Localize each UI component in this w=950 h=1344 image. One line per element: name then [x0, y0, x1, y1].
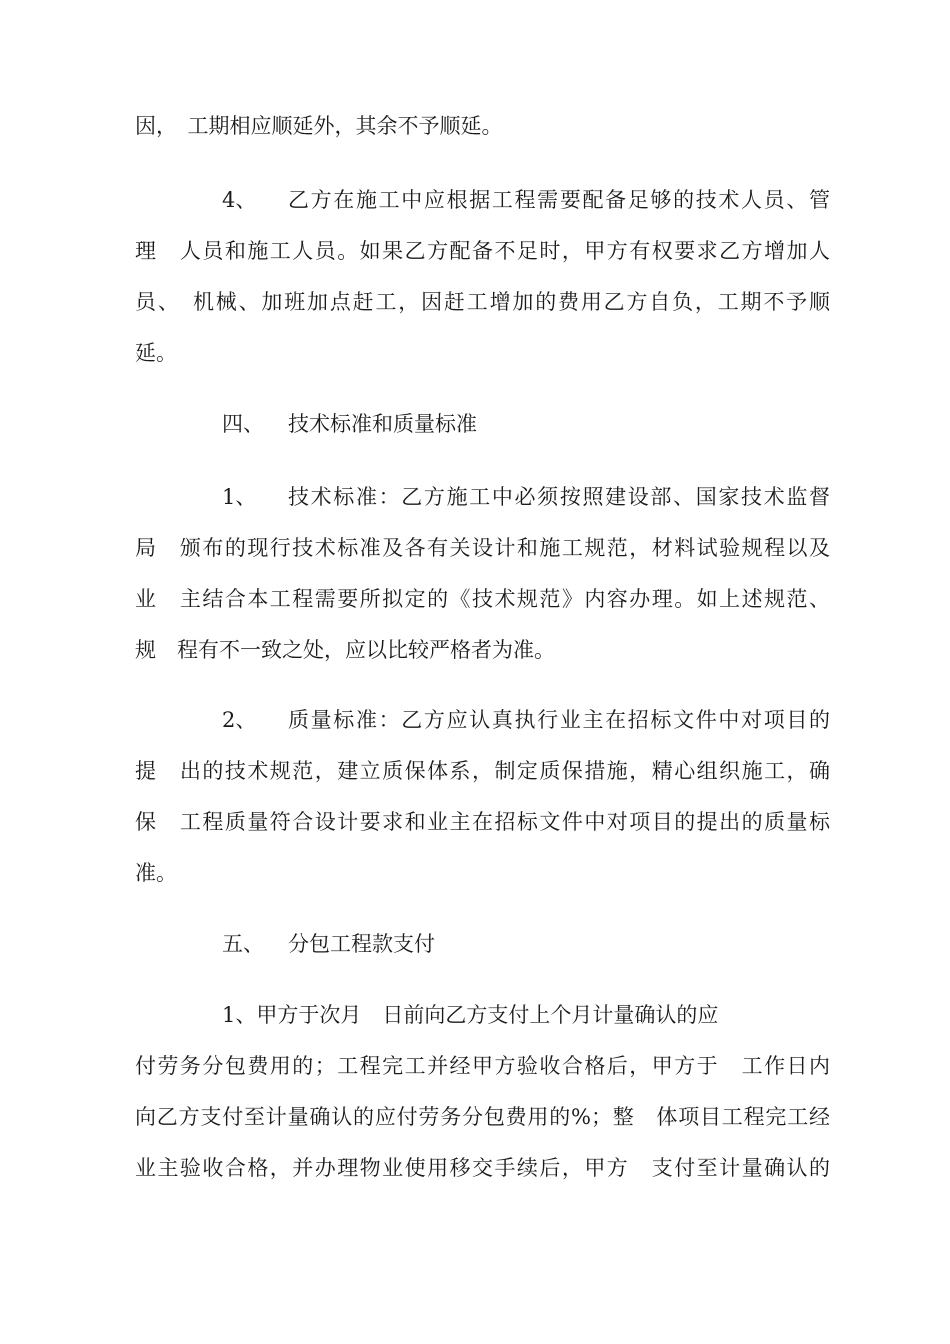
paragraph-line: 规 程有不一致之处，应以比较严格者为准。	[135, 638, 555, 662]
paragraph-line: 准。	[135, 861, 177, 885]
paragraph-line: 业主验收合格，并办理物业使用移交手续后，甲方 支付至计量确认的	[135, 1156, 830, 1180]
section-title: 分包工程款支付	[288, 932, 435, 956]
paragraph-first-line: 乙方在施工中应根据工程需要配备足够的技术人员、管	[288, 188, 830, 212]
paragraph-line: 业 主结合本工程需要所拟定的《技术规范》内容办理。如上述规范、	[135, 587, 830, 611]
paragraph-line: 局 颁布的现行技术标准及各有关设计和施工规范，材料试验规程以及	[135, 536, 830, 560]
paragraph-first-line: 质量标准：乙方应认真执行业主在招标文件中对项目的	[288, 708, 830, 732]
paragraph-line: 理 人员和施工人员。如果乙方配备不足时，甲方有权要求乙方增加人	[135, 239, 830, 263]
paragraph-first-line: 技术标准：乙方施工中必须按照建设部、国家技术监督	[288, 485, 830, 509]
paragraph-number: 2、	[222, 708, 257, 732]
section-title: 技术标准和质量标准	[288, 412, 477, 436]
paragraph-line: 提 出的技术规范，建立质保体系，制定质保措施，精心组织施工，确	[135, 759, 830, 783]
paragraph-line: 因， 工期相应顺延外，其余不予顺延。	[135, 114, 503, 138]
paragraph-first-line: 1、甲方于次月 日前向乙方支付上个月计量确认的应	[222, 1003, 719, 1027]
paragraph-line: 延。	[135, 341, 177, 365]
paragraph-number: 1、	[222, 485, 257, 509]
section-number: 五、	[222, 932, 264, 956]
section-number: 四、	[222, 412, 264, 436]
paragraph-line: 付劳务分包费用的；工程完工并经甲方验收合格后，甲方于 工作日内	[135, 1054, 830, 1078]
paragraph-line: 向乙方支付至计量确认的应付劳务分包费用的%；整 体项目工程完工经	[135, 1105, 830, 1129]
paragraph-line: 员、 机械、加班加点赶工，因赶工增加的费用乙方自负，工期不予顺	[135, 290, 830, 314]
paragraph-line: 保 工程质量符合设计要求和业主在招标文件中对项目的提出的质量标	[135, 810, 830, 834]
paragraph-number: 4、	[222, 188, 257, 212]
